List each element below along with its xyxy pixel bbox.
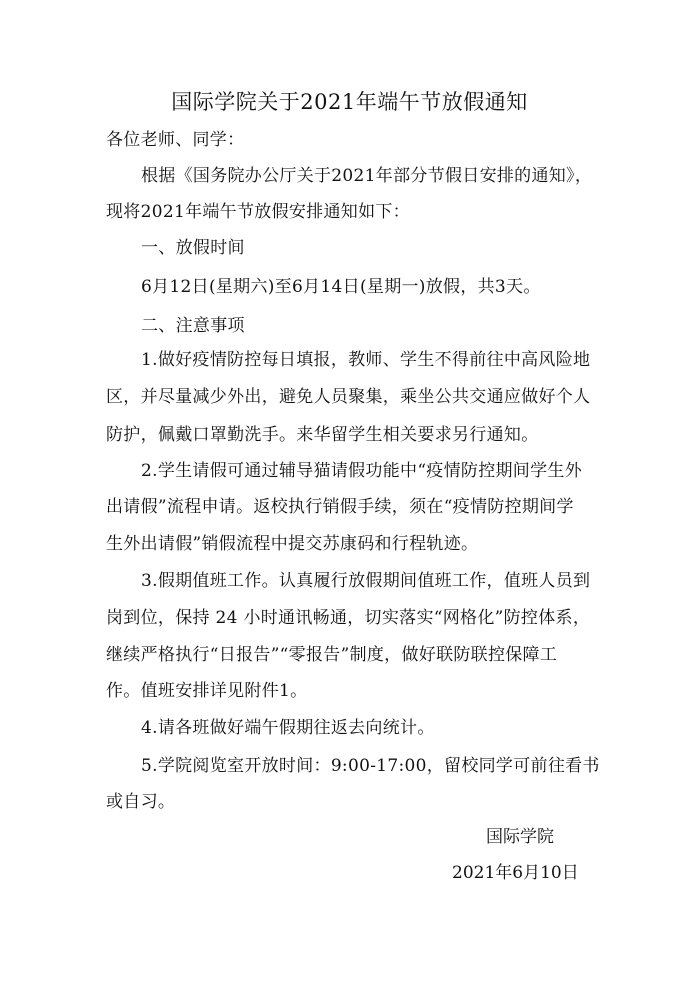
intro-line-1: 根据《国务院办公厅关于2021年部分节假日安排的通知》， — [141, 166, 593, 186]
signature: 国际学院 — [486, 827, 554, 847]
intro-line-2: 现将2021年端午节放假安排通知如下： — [106, 202, 410, 222]
item1-line-1: 1.做好疫情防控每日填报，教师、学生不得前往中高风险地 — [141, 350, 591, 370]
item1-line-2: 区，并尽量减少外出，避免人员聚集，乘坐公共交通应做好个人 — [106, 387, 591, 407]
section1-text: 6月12日(星期六)至6月14日(星期一)放假，共3天。 — [141, 277, 541, 297]
salutation: 各位老师、同学： — [106, 130, 245, 150]
item3-line-2: 岗到位，保持 24 小时通讯畅通，切实落实“网格化”防控体系， — [106, 608, 591, 628]
item2-line-3: 生外出请假”销假流程中提交苏康码和行程轨迹。 — [106, 534, 479, 554]
item5-line-1: 5.学院阅览室开放时间：9:00-17:00，留校同学可前往看书 — [141, 756, 600, 776]
item3-line-3: 继续严格执行“日报告”“零报告”制度，做好联防联控保障工 — [106, 645, 558, 665]
item3-line-1: 3.假期值班工作。认真履行放假期间值班工作，值班人员到 — [141, 571, 591, 591]
section1-heading: 一、放假时间 — [141, 238, 245, 258]
item2-line-2: 出请假”流程申请。返校执行销假手续，须在“疫情防控期间学 — [106, 497, 574, 517]
item3-line-4: 作。值班安排详见附件1。 — [106, 681, 308, 701]
item4-text: 4.请各班做好端午假期往返去向统计。 — [141, 718, 435, 738]
document-title: 国际学院关于2021年端午节放假通知 — [171, 90, 528, 114]
section2-heading: 二、注意事项 — [141, 316, 245, 336]
document-date: 2021年6月10日 — [452, 863, 579, 883]
item5-line-2: 或自习。 — [106, 792, 176, 812]
item1-line-3: 防护，佩戴口罩勤洗手。来华留学生相关要求另行通知。 — [106, 425, 539, 445]
item2-line-1: 2.学生请假可通过辅导猫请假功能中“疫情防控期间学生外 — [141, 461, 583, 481]
